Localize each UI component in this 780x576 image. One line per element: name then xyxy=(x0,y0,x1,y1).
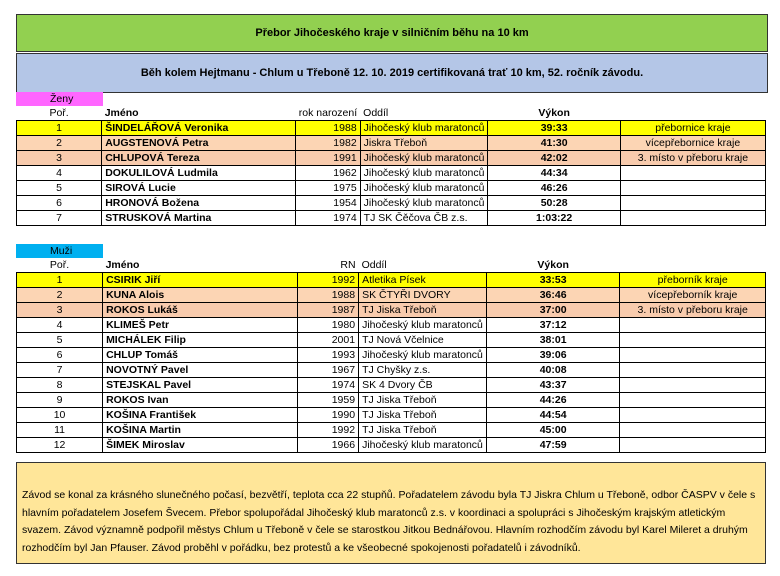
note-cell xyxy=(620,348,766,363)
note-cell xyxy=(620,211,765,226)
table-row xyxy=(17,438,766,453)
year-cell: 1962 xyxy=(296,166,360,181)
note-cell xyxy=(620,196,765,211)
name-cell: ŠINDELÁŘOVÁ Veronika xyxy=(102,121,296,136)
name-cell: ROKOS Lukáš xyxy=(103,303,298,318)
name-cell: STRUSKOVÁ Martina xyxy=(102,211,296,226)
table-row xyxy=(17,273,766,288)
year-cell: 1974 xyxy=(296,211,360,226)
header-row xyxy=(17,106,766,121)
col-year-header: rok narození xyxy=(296,106,360,121)
year-cell: 1992 xyxy=(297,273,359,288)
club-cell: TJ Jiska Třeboň xyxy=(359,423,487,438)
col-time-header: Výkon xyxy=(486,258,620,273)
time-cell: 45:00 xyxy=(486,423,620,438)
col-club-header: Oddíl xyxy=(360,106,488,121)
rank-cell: 1 xyxy=(17,121,102,136)
rank-cell: 5 xyxy=(17,333,103,348)
time-cell: 44:54 xyxy=(486,408,620,423)
rank-cell: 1 xyxy=(17,273,103,288)
name-cell: SIROVÁ Lucie xyxy=(102,181,296,196)
name-cell: CHLUPOVÁ Tereza xyxy=(102,151,296,166)
time-cell: 47:59 xyxy=(486,438,620,453)
note-cell xyxy=(620,318,766,333)
club-cell: Jihočeský klub maratonců xyxy=(359,348,487,363)
rank-cell: 10 xyxy=(17,408,103,423)
time-cell: 44:26 xyxy=(486,393,620,408)
col-name-header: Jméno xyxy=(102,106,296,121)
time-cell: 37:12 xyxy=(486,318,620,333)
name-cell: MICHÁLEK Filip xyxy=(103,333,298,348)
men-results-table xyxy=(16,258,766,453)
club-cell: TJ Jiska Třeboň xyxy=(359,303,487,318)
col-note-header xyxy=(620,258,766,273)
note-cell xyxy=(620,378,766,393)
name-cell: ROKOS Ivan xyxy=(103,393,298,408)
club-cell: Jihočeský klub maratonců xyxy=(360,181,488,196)
club-cell: Atletika Písek xyxy=(359,273,487,288)
name-cell: CHLUP Tomáš xyxy=(103,348,298,363)
time-cell: 38:01 xyxy=(486,333,620,348)
table-row xyxy=(17,378,766,393)
club-cell: Jiskra Třeboň xyxy=(360,136,488,151)
club-cell: Jihočeský klub maratonců xyxy=(360,166,488,181)
year-cell: 1974 xyxy=(297,378,359,393)
note-cell xyxy=(620,438,766,453)
year-cell: 1991 xyxy=(296,151,360,166)
women-category-label: Ženy xyxy=(16,92,103,106)
col-time-header: Výkon xyxy=(488,106,620,121)
note-cell xyxy=(620,181,765,196)
rank-cell: 4 xyxy=(17,318,103,333)
note-cell: přebornice kraje xyxy=(620,121,765,136)
club-cell: Jihočeský klub maratonců xyxy=(359,438,487,453)
rank-cell: 3 xyxy=(17,151,102,166)
table-row xyxy=(17,151,766,166)
name-cell: AUGSTENOVÁ Petra xyxy=(102,136,296,151)
time-cell: 33:53 xyxy=(486,273,620,288)
name-cell: DOKULILOVÁ Ludmila xyxy=(102,166,296,181)
table-row xyxy=(17,166,766,181)
col-club-header: Oddíl xyxy=(359,258,487,273)
note-cell: vícepřebornice kraje xyxy=(620,136,765,151)
club-cell: SK 4 Dvory ČB xyxy=(359,378,487,393)
race-report-note: Závod se konal za krásného slunečného počasí, bezvětří, teplota cca 22 stupňů. Pořadatelem závodu byla TJ Jiskra Chlum u Třeboně, odbor ČASPV v čele s hlavním pořadatelem Josefem Švecem. Přebor spolupořádal Jihočeský klub maratonců z.s. v koordinaci a spolupráci s Jihočeským krajským atletickým svazem. Závod významně podpořil městys Chlum u Třeboně v čele se starostkou Jitkou Bednářovou. Hlavním rozhodčím závodu byl Karel Mileret a druhým rozhodčím byl Jan Pfauser. Závod proběhl v pořádku, bez protestů a ke všeobecné spokojenosti pořadatelů i závodníků. xyxy=(16,462,766,564)
year-cell: 1992 xyxy=(297,423,359,438)
women-results-table xyxy=(16,106,766,226)
note-cell xyxy=(620,166,765,181)
table-row xyxy=(17,211,766,226)
time-cell: 50:28 xyxy=(488,196,620,211)
time-cell: 42:02 xyxy=(488,151,620,166)
year-cell: 1980 xyxy=(297,318,359,333)
time-cell: 43:37 xyxy=(486,378,620,393)
year-cell: 1987 xyxy=(297,303,359,318)
note-cell xyxy=(620,408,766,423)
club-cell: Jihočeský klub maratonců xyxy=(360,121,488,136)
table-row xyxy=(17,136,766,151)
name-cell: KOŠINA František xyxy=(103,408,298,423)
race-subtitle: Běh kolem Hejtmanu - Chlum u Třeboně 12. 10. 2019 certifikovaná trať 10 km, 52. ročník závodu. xyxy=(16,53,768,93)
year-cell: 1966 xyxy=(297,438,359,453)
year-cell: 1954 xyxy=(296,196,360,211)
note-cell xyxy=(620,333,766,348)
name-cell: KLIMEŠ Petr xyxy=(103,318,298,333)
note-cell xyxy=(620,393,766,408)
time-cell: 39:33 xyxy=(488,121,620,136)
rank-cell: 6 xyxy=(17,348,103,363)
name-cell: STEJSKAL Pavel xyxy=(103,378,298,393)
club-cell: TJ Jiska Třeboň xyxy=(359,408,487,423)
time-cell: 44:34 xyxy=(488,166,620,181)
header-row xyxy=(17,258,766,273)
rank-cell: 5 xyxy=(17,181,102,196)
time-cell: 46:26 xyxy=(488,181,620,196)
note-cell xyxy=(620,423,766,438)
club-cell: Jihočeský klub maratonců xyxy=(360,151,488,166)
note-cell xyxy=(620,363,766,378)
table-row xyxy=(17,196,766,211)
time-cell: 37:00 xyxy=(486,303,620,318)
table-row xyxy=(17,393,766,408)
rank-cell: 12 xyxy=(17,438,103,453)
name-cell: KUNA Alois xyxy=(103,288,298,303)
rank-cell: 9 xyxy=(17,393,103,408)
name-cell: NOVOTNÝ Pavel xyxy=(103,363,298,378)
time-cell: 41:30 xyxy=(488,136,620,151)
table-row xyxy=(17,121,766,136)
time-cell: 36:46 xyxy=(486,288,620,303)
rank-cell: 4 xyxy=(17,166,102,181)
col-note-header xyxy=(620,106,765,121)
note-cell: 3. místo v přeboru kraje xyxy=(620,303,766,318)
note-cell: 3. místo v přeboru kraje xyxy=(620,151,765,166)
year-cell: 1975 xyxy=(296,181,360,196)
year-cell: 1988 xyxy=(296,121,360,136)
table-row xyxy=(17,348,766,363)
col-name-header: Jméno xyxy=(103,258,298,273)
year-cell: 1988 xyxy=(297,288,359,303)
year-cell: 1967 xyxy=(297,363,359,378)
table-row xyxy=(17,408,766,423)
table-row xyxy=(17,303,766,318)
year-cell: 1982 xyxy=(296,136,360,151)
table-row xyxy=(17,181,766,196)
year-cell: 1993 xyxy=(297,348,359,363)
rank-cell: 7 xyxy=(17,211,102,226)
col-rank-header: Poř. xyxy=(17,258,103,273)
name-cell: ŠIMEK Miroslav xyxy=(103,438,298,453)
results-title: Přebor Jihočeského kraje v silničním běhu na 10 km xyxy=(16,14,768,52)
club-cell: TJ Jiska Třeboň xyxy=(359,393,487,408)
year-cell: 1959 xyxy=(297,393,359,408)
note-cell: vícepřeborník kraje xyxy=(620,288,766,303)
time-cell: 1:03:22 xyxy=(488,211,620,226)
name-cell: HRONOVÁ Božena xyxy=(102,196,296,211)
table-row xyxy=(17,333,766,348)
rank-cell: 2 xyxy=(17,288,103,303)
club-cell: TJ Nová Včelnice xyxy=(359,333,487,348)
year-cell: 2001 xyxy=(297,333,359,348)
table-row xyxy=(17,423,766,438)
club-cell: TJ SK Čěčova ČB z.s. xyxy=(360,211,488,226)
table-row xyxy=(17,288,766,303)
time-cell: 39:06 xyxy=(486,348,620,363)
club-cell: Jihočeský klub maratonců xyxy=(360,196,488,211)
time-cell: 40:08 xyxy=(486,363,620,378)
name-cell: KOŠINA Martin xyxy=(103,423,298,438)
club-cell: Jihočeský klub maratonců xyxy=(359,318,487,333)
note-cell: přeborník kraje xyxy=(620,273,766,288)
name-cell: CSIRIK Jiří xyxy=(103,273,298,288)
club-cell: TJ Chyšky z.s. xyxy=(359,363,487,378)
col-rank-header: Poř. xyxy=(17,106,102,121)
rank-cell: 7 xyxy=(17,363,103,378)
rank-cell: 2 xyxy=(17,136,102,151)
club-cell: SK ČTYŘI DVORY xyxy=(359,288,487,303)
table-row xyxy=(17,363,766,378)
rank-cell: 3 xyxy=(17,303,103,318)
rank-cell: 6 xyxy=(17,196,102,211)
table-row xyxy=(17,318,766,333)
year-cell: 1990 xyxy=(297,408,359,423)
rank-cell: 11 xyxy=(17,423,103,438)
col-year-header: RN xyxy=(297,258,359,273)
rank-cell: 8 xyxy=(17,378,103,393)
men-category-label: Muži xyxy=(16,244,103,258)
